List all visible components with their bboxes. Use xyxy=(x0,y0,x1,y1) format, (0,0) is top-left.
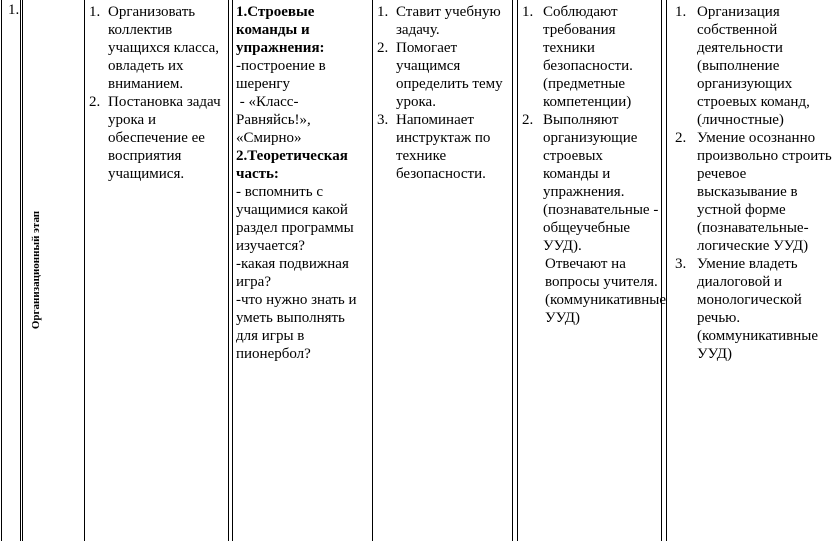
stage-cell xyxy=(23,0,84,541)
uud-list xyxy=(667,3,837,363)
students-list xyxy=(518,3,660,255)
list-item: 3. Умение владеть диалоговой и монологической речью. (коммуникативные УУД) xyxy=(675,256,819,362)
list-item: 1. Соблюдают требования техники безопасности. (предметные компетенции) xyxy=(522,4,633,110)
table-border xyxy=(232,0,233,541)
content-cell xyxy=(236,3,370,544)
content-heading-1: 1.Строевые команды и упражнения: xyxy=(236,4,325,56)
list-item: 1. Ставит учебную задачу. xyxy=(377,4,501,38)
content-heading-2: 2.Теоретическая часть: xyxy=(236,148,348,182)
content-line: - вспомнить с учащимися какой раздел программы изучается? xyxy=(236,184,354,254)
table-border xyxy=(512,0,513,541)
stage-label: Организационный этап xyxy=(30,210,42,330)
table-border xyxy=(228,0,229,541)
list-item: 2. Постановка задач урока и обеспечение ее восприятия учащимися. xyxy=(89,94,221,182)
content-line: -какая подвижная игра? xyxy=(236,256,349,290)
list-item: 3. Напоминает инструктаж по технике безопасности. xyxy=(377,112,491,182)
row-number: 1. xyxy=(8,2,20,18)
table-border xyxy=(661,0,662,541)
list-item: 2. Выполняют организующие строевых команды и упражнения. (познавательные - общеучебные УУД). xyxy=(522,112,659,254)
uud-cell xyxy=(667,3,832,544)
students-extra: Отвечают на вопросы учителя. (коммуникативные УУД) xyxy=(545,256,667,326)
content-line: -что нужно знать и уметь выполнять для игры в пионербол? xyxy=(236,292,357,362)
row-number-cell xyxy=(2,0,20,541)
list-item: 2. Помогает учащимся определить тему урока. xyxy=(377,40,503,110)
table-border xyxy=(20,0,21,541)
content-line: - «Класс-Равняйсь!», «Смирно» xyxy=(236,94,315,146)
teacher-list xyxy=(373,3,510,183)
goals-cell xyxy=(85,3,227,544)
teacher-cell xyxy=(373,3,510,544)
students-cell xyxy=(518,3,667,544)
content-line: -построение в шеренгу xyxy=(236,58,326,92)
goals-list xyxy=(85,3,227,183)
list-item: 1. Организовать коллектив учащихся класса, овладеть их вниманием. xyxy=(89,4,219,92)
list-item: 1. Организация собственной деятельности (выполнение организующих строевых команд, (личностные) xyxy=(675,4,810,128)
list-item: 2. Умение осознанно произвольно строить речевое высказывание в устной форме (познавательные-логические УУД) xyxy=(675,130,832,254)
